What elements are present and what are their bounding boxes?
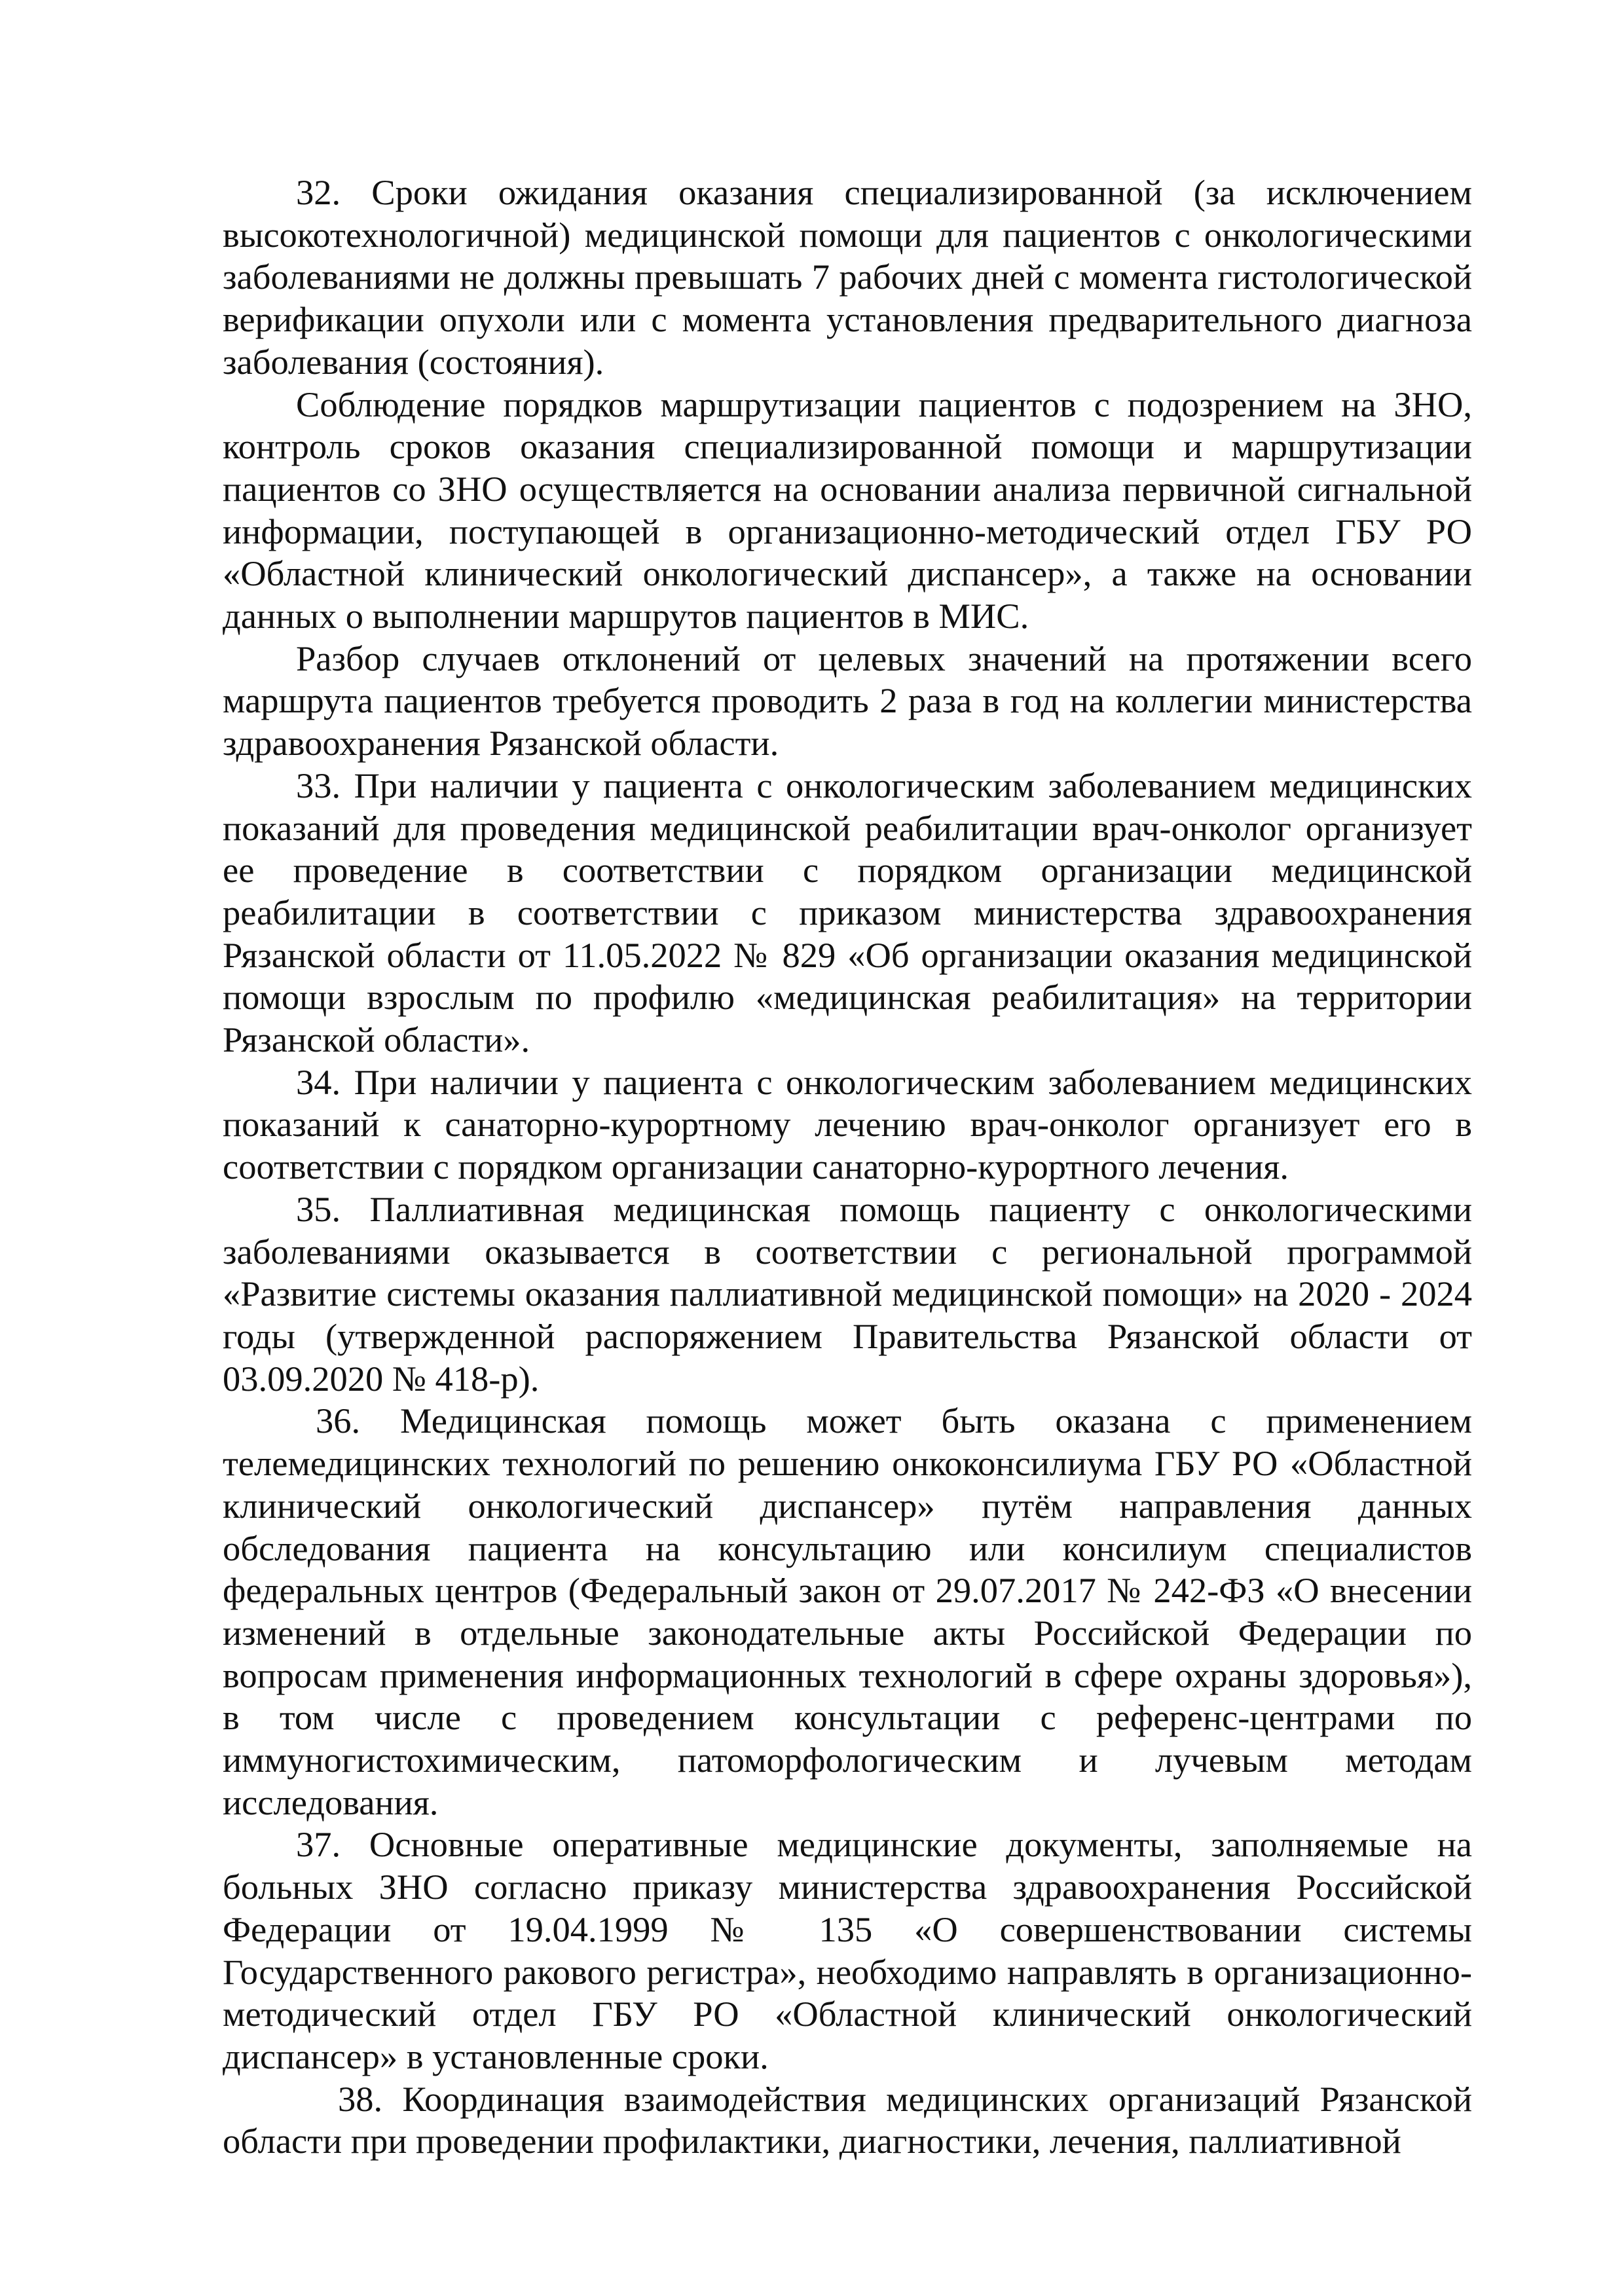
paragraph-36: 36. Медицинская помощь может быть оказана с применением телемедицинских технологий по решению онкоконсилиума ГБУ РО «Областной клинический онкологический диспансер» путём направления данных обследования пациента на консультацию или консилиум специалистов федеральных центров (Федеральный закон от 29.07.2017 № 242-ФЗ «О внесении изменений в отдельные законодательные акты Российской Федерации по вопросам применения информационных технологий в сфере охраны здоровья»), в том числе с проведением консультации с референс-центрами по иммуногистохимическим, патоморфологическим и лучевым методам исследования. [223,1401,1472,1822]
paragraph-deviation-review: Разбор случаев отклонений от целевых значений на протяжении всего маршрута пациентов требуется проводить 2 раза в год на коллегии министерства здравоохранения Рязанской области. [223,638,1472,763]
document-body [223,172,1472,2163]
paragraph-32: 32. Сроки ожидания оказания специализированной (за исключением высокотехнологичной) медицинской помощи для пациентов с онкологическими заболеваниями не должны превышать 7 рабочих дней с момента гистологической верификации опухоли или с момента установления предварительного диагноза заболевания (состояния). [223,172,1472,382]
paragraph-routing-control: Соблюдение порядков маршрутизации пациентов с подозрением на ЗНО, контроль сроков оказания специализированной помощи и маршрутизации пациентов со ЗНО осуществляется на основании анализа первичной сигнальной информации, поступающей в организационно-методический отдел ГБУ РО «Областной клинический онкологический диспансер», а также на основании данных о выполнении маршрутов пациентов в МИС. [223,384,1472,636]
paragraph-34: 34. При наличии у пациента с онкологическим заболеванием медицинских показаний к санаторно-курортному лечению врач-онколог организует его в соответствии с порядком организации санаторно-курортного лечения. [223,1061,1472,1187]
paragraph-33: 33. При наличии у пациента с онкологическим заболеванием медицинских показаний для проведения медицинской реабилитации врач-онколог организует ее проведение в соответствии с порядком организации медицинской реабилитации в соответствии с приказом министерства здравоохранения Рязанской области от 11.05.2022 № 829 «Об организации оказания медицинской помощи взрослым по профилю «медицинская реабилитация» на территории Рязанской области». [223,765,1472,1060]
paragraph-35: 35. Паллиативная медицинская помощь пациенту с онкологическими заболеваниями оказывается в соответствии с региональной программой «Развитие системы оказания паллиативной медицинской помощи» на 2020 - 2024 годы (утвержденной распоряжением Правительства Рязанской области от 03.09.2020 № 418-р). [223,1188,1472,1399]
paragraph-37: 37. Основные оперативные медицинские документы, заполняемые на больных ЗНО согласно приказу министерства здравоохранения Российской Федерации от 19.04.1999 № 135 «О совершенствовании системы Государственного ракового регистра», необходимо направлять в организационно-методический отдел ГБУ РО «Областной клинический онкологический диспансер» в установленные сроки. [223,1824,1472,2076]
paragraph-38: 38. Координация взаимодействия медицинских организаций Рязанской области при проведении профилактики, диагностики, лечения, паллиативной [223,2078,1472,2161]
